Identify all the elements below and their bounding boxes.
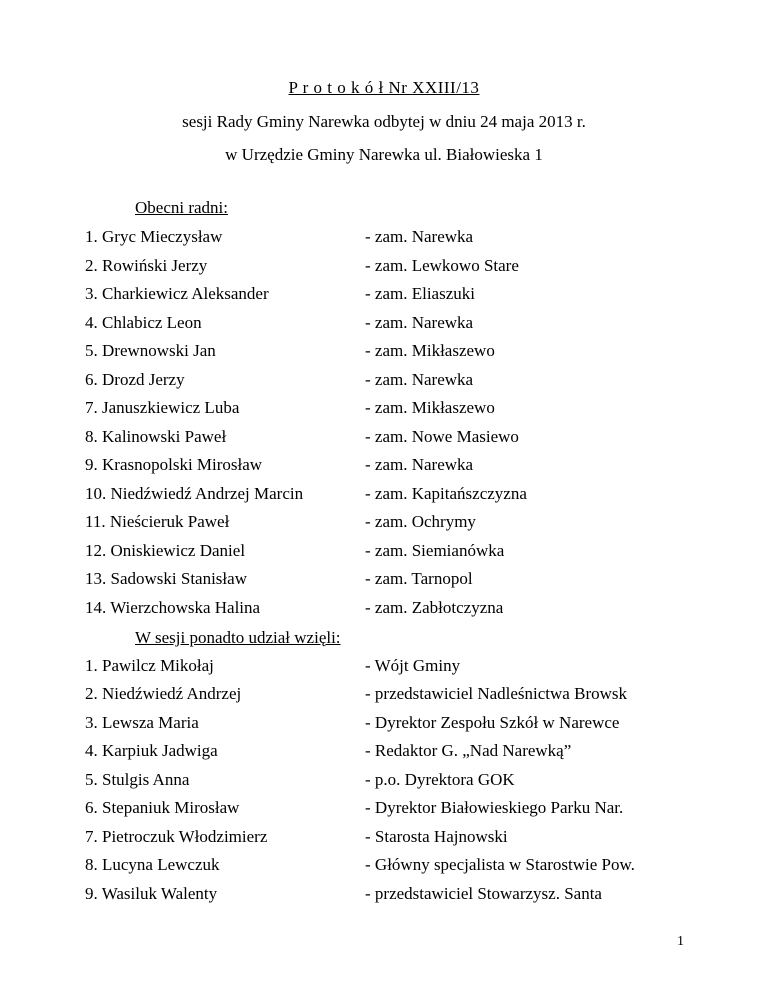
councillor-name: 4. Chlabicz Leon <box>85 313 202 332</box>
councillor-row <box>85 484 725 506</box>
councillor-name: 11. Nieścieruk Paweł <box>85 512 230 531</box>
guest-name: 5. Stulgis Anna <box>85 770 190 789</box>
guest-name: 3. Lewsza Maria <box>85 713 199 732</box>
guest-name: 1. Pawilcz Mikołaj <box>85 656 214 675</box>
councillor-residence: - zam. Nowe Masiewo <box>365 427 519 446</box>
guest-row <box>85 855 725 877</box>
guest-row <box>85 770 725 792</box>
councillor-name: 12. Oniskiewicz Daniel <box>85 541 246 560</box>
guest-row <box>85 656 725 678</box>
councillor-residence: - zam. Zabłotczyzna <box>365 598 504 617</box>
guest-row <box>85 741 725 763</box>
guest-row <box>85 798 725 820</box>
guest-role: - Dyrektor Białowieskiego Parku Nar. <box>365 798 624 817</box>
councillor-row <box>85 370 725 392</box>
guest-name: 9. Wasiluk Walenty <box>85 884 218 903</box>
councillor-name: 1. Gryc Mieczysław <box>85 227 223 246</box>
councillor-row <box>85 598 725 620</box>
councillor-name: 8. Kalinowski Paweł <box>85 427 227 446</box>
councillor-row <box>85 398 725 420</box>
councillor-residence: - zam. Eliaszuki <box>365 284 475 303</box>
councillor-name: 9. Krasnopolski Mirosław <box>85 455 263 474</box>
councillor-row <box>85 341 725 363</box>
councillor-row <box>85 284 725 306</box>
guest-role: - przedstawiciel Nadleśnictwa Browsk <box>365 684 627 703</box>
guest-row <box>85 713 725 735</box>
councillor-name: 6. Drozd Jerzy <box>85 370 185 389</box>
session-description: sesji Rady Gminy Narewka odbytej w dniu 24 maja 2013 r. <box>182 112 586 131</box>
guests-heading: W sesji ponadto udział wzięli: <box>135 628 341 647</box>
guest-name: 6. Stepaniuk Mirosław <box>85 798 240 817</box>
councillor-name: 3. Charkiewicz Aleksander <box>85 284 269 303</box>
session-location: w Urzędzie Gminy Narewka ul. Białowieska 1 <box>225 145 543 164</box>
guest-row <box>85 884 725 906</box>
councillor-name: 14. Wierzchowska Halina <box>85 598 261 617</box>
guest-role: - Wójt Gminy <box>365 656 461 675</box>
councillor-row <box>85 569 725 591</box>
guest-role: - Redaktor G. „Nad Narewką” <box>365 741 572 760</box>
councillor-name: 7. Januszkiewicz Luba <box>85 398 240 417</box>
councillor-row <box>85 427 725 449</box>
councillor-residence: - zam. Ochrymy <box>365 512 476 531</box>
councillor-name: 2. Rowiński Jerzy <box>85 256 208 275</box>
councillor-name: 13. Sadowski Stanisław <box>85 569 247 588</box>
councillor-row <box>85 455 725 477</box>
councillor-residence: - zam. Narewka <box>365 370 474 389</box>
guest-role: - Starosta Hajnowski <box>365 827 508 846</box>
councillors-heading: Obecni radni: <box>135 198 228 217</box>
councillor-name: 10. Niedźwiedź Andrzej Marcin <box>85 484 304 503</box>
guest-row <box>85 827 725 849</box>
guest-name: 8. Lucyna Lewczuk <box>85 855 220 874</box>
guest-role: - przedstawiciel Stowarzysz. Santa <box>365 884 602 903</box>
guest-name: 7. Pietroczuk Włodzimierz <box>85 827 268 846</box>
guest-role: - Główny specjalista w Starostwie Pow. <box>365 855 635 874</box>
councillor-row <box>85 512 725 534</box>
councillor-residence: - zam. Siemianówka <box>365 541 505 560</box>
guest-name: 4. Karpiuk Jadwiga <box>85 741 218 760</box>
councillor-residence: - zam. Mikłaszewo <box>365 398 495 417</box>
protocol-title: P r o t o k ó ł Nr XXIII/13 <box>288 78 480 97</box>
councillor-residence: - zam. Narewka <box>365 455 474 474</box>
councillor-name: 5. Drewnowski Jan <box>85 341 216 360</box>
councillor-row <box>85 256 725 278</box>
guest-row <box>85 684 725 706</box>
councillor-residence: - zam. Lewkowo Stare <box>365 256 519 275</box>
guest-name: 2. Niedźwiedź Andrzej <box>85 684 242 703</box>
councillor-residence: - zam. Tarnopol <box>365 569 473 588</box>
councillor-row <box>85 227 725 249</box>
councillor-residence: - zam. Mikłaszewo <box>365 341 495 360</box>
guest-role: - p.o. Dyrektora GOK <box>365 770 515 789</box>
councillor-row <box>85 313 725 335</box>
councillor-row <box>85 541 725 563</box>
page-number: 1 <box>677 934 684 949</box>
councillor-residence: - zam. Kapitańszczyzna <box>365 484 527 503</box>
councillor-residence: - zam. Narewka <box>365 313 474 332</box>
councillor-residence: - zam. Narewka <box>365 227 474 246</box>
guest-role: - Dyrektor Zespołu Szkół w Narewce <box>365 713 620 732</box>
